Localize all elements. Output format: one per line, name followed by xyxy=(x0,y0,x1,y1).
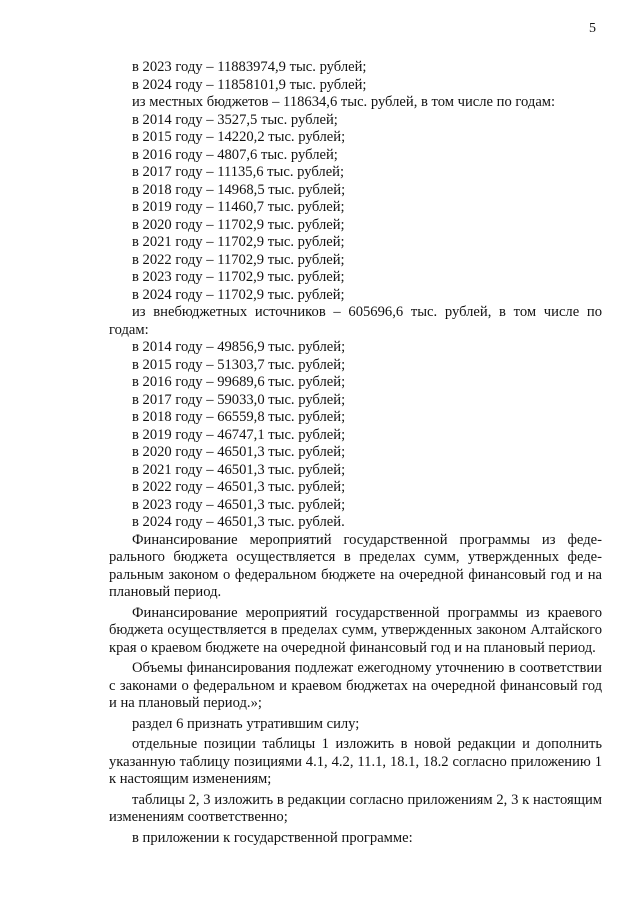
tables-2-3-paragraph: таблицы 2, 3 изложить в редакции согласно приложениям 2, 3 к настоящим изменениям соответственно; xyxy=(109,791,602,825)
local-year-line: в 2020 году – 11702,9 тыс. рублей; xyxy=(132,216,345,233)
federal-year-line: в 2024 году – 11858101,9 тыс. рублей; xyxy=(132,76,367,93)
extrabudget-year-line: в 2017 году – 59033,0 тыс. рублей; xyxy=(132,391,346,408)
appendix-paragraph: в приложении к государственной программе: xyxy=(132,829,413,846)
extrabudget-year-line: в 2020 году – 46501,3 тыс. рублей; xyxy=(132,444,346,460)
extrabudget-year-line: в 2021 году – 46501,3 тыс. рублей; xyxy=(132,461,346,478)
extrabudget-year-line: в 2015 году – 51303,7 тыс. рублей; xyxy=(132,356,346,373)
extrabudget-year-line: в 2023 году – 46501,3 тыс. рублей; xyxy=(132,496,346,513)
document-body xyxy=(109,59,602,847)
page-number: 5 xyxy=(589,21,596,36)
local-year-line: в 2019 году – 11460,7 тыс. рублей; xyxy=(132,199,345,215)
extrabudget-year-line: в 2024 году – 46501,3 тыс. рублей. xyxy=(132,514,345,530)
extrabudget-year-line: в 2014 году – 49856,9 тыс. рублей; xyxy=(132,339,346,355)
local-year-line: в 2018 году – 14968,5 тыс. рублей; xyxy=(132,181,346,198)
local-year-line: в 2016 году – 4807,6 тыс. рублей; xyxy=(132,146,338,163)
extrabudget-header: из внебюджетных источников – 605696,6 тыс. рублей, в том числе по годам: xyxy=(109,304,602,338)
table-1-paragraph: отдельные позиции таблицы 1 изложить в новой редакции и дополнить указанную таблицу позициями 4.1, 4.2, 11.1, 18.1, 18.2 согласно приложению 1 к настоящим изменениям; xyxy=(109,736,602,787)
federal-financing-paragraph: Финансирование мероприятий государственной программы из федерального бюджета осуществляется в пределах сумм, утвержденных федеральным законом о федеральном бюджете на очередной финансовый год и на плановый период. xyxy=(109,531,602,600)
regional-financing-paragraph: Финансирование мероприятий государственной программы из краевого бюджета осуществляется в пределах сумм, утвержденных законом Алтайского края о краевом бюджете на очередной финансовый год и на плановый период. xyxy=(109,604,602,656)
local-year-line: в 2023 году – 11702,9 тыс. рублей; xyxy=(132,269,345,285)
local-year-line: в 2014 году – 3527,5 тыс. рублей; xyxy=(132,111,338,128)
local-year-line: в 2021 году – 11702,9 тыс. рублей; xyxy=(132,234,345,250)
financing-adjustment-paragraph: Объемы финансирования подлежат ежегодному уточнению в соответствии с законами о федеральном и краевом бюджетах на очередной финансовый год и на плановый период.»; xyxy=(109,660,602,711)
local-year-line: в 2024 году – 11702,9 тыс. рублей; xyxy=(132,286,345,303)
local-year-line: в 2022 году – 11702,9 тыс. рублей; xyxy=(132,251,345,268)
extrabudget-year-line: в 2019 году – 46747,1 тыс. рублей; xyxy=(132,426,346,443)
extrabudget-year-line: в 2018 году – 66559,8 тыс. рублей; xyxy=(132,409,346,425)
extrabudget-year-line: в 2022 году – 46501,3 тыс. рублей; xyxy=(132,479,346,495)
local-budget-header: из местных бюджетов – 118634,6 тыс. рублей, в том числе по годам: xyxy=(132,94,556,110)
local-year-line: в 2017 году – 11135,6 тыс. рублей; xyxy=(132,164,345,180)
extrabudget-year-line: в 2016 году – 99689,6 тыс. рублей; xyxy=(132,374,346,390)
local-year-line: в 2015 году – 14220,2 тыс. рублей; xyxy=(132,129,346,145)
section-6-paragraph: раздел 6 признать утратившим силу; xyxy=(132,715,360,732)
federal-year-line: в 2023 году – 11883974,9 тыс. рублей; xyxy=(132,59,367,75)
